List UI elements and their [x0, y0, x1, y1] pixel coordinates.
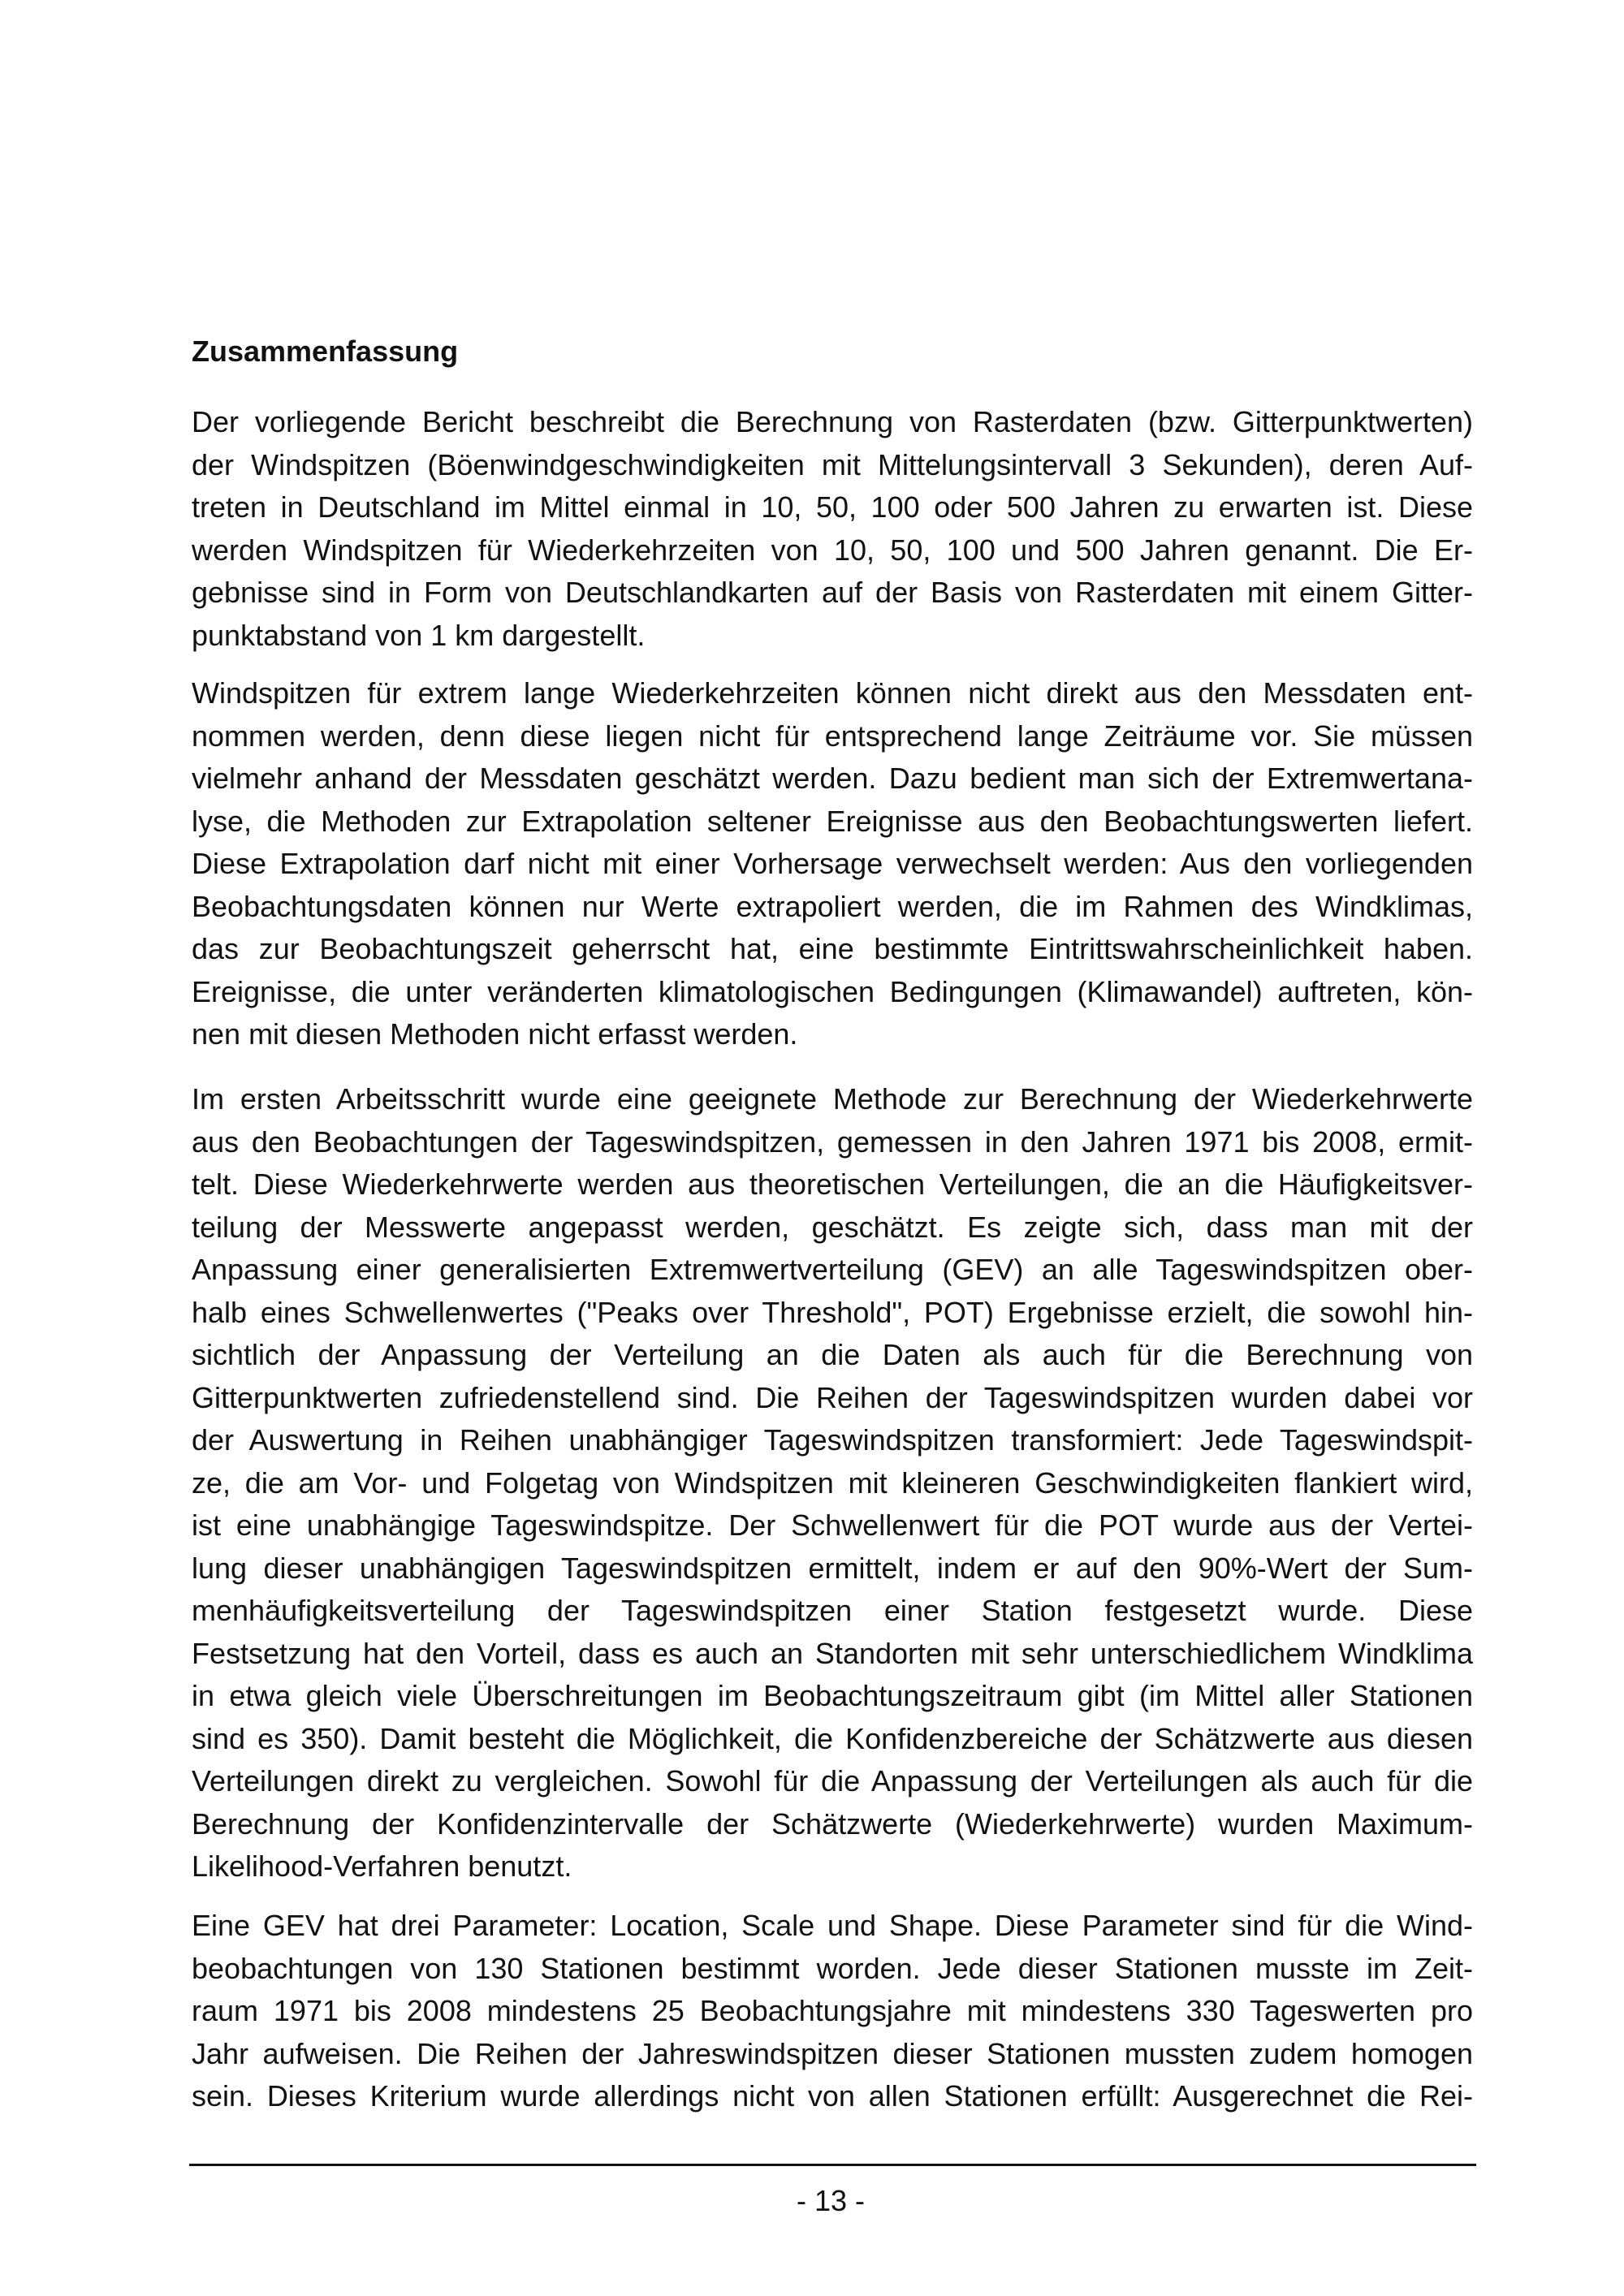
text-line: sind es 350). Damit besteht die Möglichkeit, die Konfidenzbereiche der Schätzwerte aus diesen	[192, 1721, 1473, 1755]
text-line: Diese Extrapolation darf nicht mit einer Vorhersage verwechselt werden: Aus den vorliegenden	[192, 847, 1473, 880]
text-line: Gitterpunktwerten zufriedenstellend sind. Die Reihen der Tageswindspitzen wurden dabei vor	[192, 1380, 1473, 1414]
text-line: menhäufigkeitsverteilung der Tageswindspitzen einer Station festgesetzt wurde. Diese	[192, 1594, 1473, 1627]
text-line: Festsetzung hat den Vorteil, dass es auch an Standorten mit sehr unterschiedlichem Windklima	[192, 1636, 1473, 1670]
section-heading: Zusammenfassung	[192, 334, 459, 368]
text-line: vielmehr anhand der Messdaten geschätzt werden. Dazu bedient man sich der Extremwertana-	[192, 762, 1473, 795]
text-line: Jahr aufweisen. Die Reihen der Jahreswindspitzen dieser Stationen mussten zudem homogen	[192, 2036, 1473, 2070]
text-line: punktabstand von 1 km dargestellt.	[192, 618, 646, 652]
text-line: gebnisse sind in Form von Deutschlandkarten auf der Basis von Rasterdaten mit einem Gitter-	[192, 576, 1473, 609]
text-line: Anpassung einer generalisierten Extremwertverteilung (GEV) an alle Tageswindspitzen ober-	[192, 1253, 1473, 1286]
text-line: werden Windspitzen für Wiederkehrzeiten von 10, 50, 100 und 500 Jahren genannt. Die Er-	[192, 533, 1473, 567]
paragraph-3	[192, 1078, 1473, 1888]
text-line: Likelihood-Verfahren benutzt.	[192, 1849, 572, 1883]
paragraph-4	[192, 1905, 1473, 2118]
text-line: nommen werden, denn diese liegen nicht für entsprechend lange Zeiträume vor. Sie müssen	[192, 719, 1473, 753]
text-line: sein. Dieses Kriterium wurde allerdings nicht von allen Stationen erfüllt: Ausgerechnet die Rei-	[192, 2079, 1473, 2113]
paragraph-1	[192, 401, 1473, 657]
text-line: Der vorliegende Bericht beschreibt die Berechnung von Rasterdaten (bzw. Gitterpunktwerten)	[192, 405, 1473, 438]
text-line: Im ersten Arbeitsschritt wurde eine geeignete Methode zur Berechnung der Wiederkehrwerte	[192, 1082, 1473, 1116]
text-line: Berechnung der Konfidenzintervalle der Schätzwerte (Wiederkehrwerte) wurden Maximum-	[192, 1806, 1473, 1841]
text-line: aus den Beobachtungen der Tageswindspitzen, gemessen in den Jahren 1971 bis 2008, ermit-	[192, 1124, 1473, 1159]
text-line: in etwa gleich viele Überschreitungen im Beobachtungszeitraum gibt (im Mittel aller Stationen	[192, 1679, 1473, 1712]
text-line: Eine GEV hat drei Parameter: Location, Scale und Shape. Diese Parameter sind für die Wind-	[192, 1909, 1473, 1942]
text-line: nen mit diesen Methoden nicht erfasst werden.	[192, 1017, 798, 1051]
text-line: Ereignisse, die unter veränderten klimatologischen Bedingungen (Klimawandel) auftreten, kön-	[192, 974, 1473, 1008]
text-line: raum 1971 bis 2008 mindestens 25 Beobachtungsjahre mit mindestens 330 Tageswerten pro	[192, 1994, 1473, 2027]
text-line: Verteilungen direkt zu vergleichen. Sowohl für die Anpassung der Verteilungen als auch für die	[192, 1764, 1473, 1798]
text-line: halb eines Schwellenwertes ("Peaks over Threshold", POT) Ergebnisse erzielt, die sowohl hin-	[192, 1295, 1473, 1329]
footer-divider	[189, 2164, 1476, 2166]
text-line: beobachtungen von 130 Stationen bestimmt worden. Jede dieser Stationen musste im Zeit-	[192, 1951, 1473, 1985]
text-line: Windspitzen für extrem lange Wiederkehrzeiten können nicht direkt aus den Messdaten ent-	[192, 676, 1473, 710]
text-line: sichtlich der Anpassung der Verteilung an die Daten als auch für die Berechnung von	[192, 1338, 1473, 1371]
text-line: das zur Beobachtungszeit geherrscht hat, eine bestimmte Eintrittswahrscheinlichkeit haben.	[192, 932, 1473, 965]
text-line: der Auswertung in Reihen unabhängiger Tageswindspitzen transformiert: Jede Tageswindspit-	[192, 1423, 1473, 1457]
page-number: - 13 -	[796, 2184, 866, 2217]
text-line: lung dieser unabhängigen Tageswindspitzen ermittelt, indem er auf den 90%-Wert der Sum-	[192, 1551, 1473, 1585]
text-line: teilung der Messwerte angepasst werden, geschätzt. Es zeigte sich, dass man mit der	[192, 1210, 1473, 1244]
text-line: Beobachtungsdaten können nur Werte extrapoliert werden, die im Rahmen des Windklimas,	[192, 889, 1473, 923]
text-line: telt. Diese Wiederkehrwerte werden aus theoretischen Verteilungen, die an die Häufigkeitsver-	[192, 1167, 1473, 1201]
text-line: lyse, die Methoden zur Extrapolation seltener Ereignisse aus den Beobachtungswerten liefert.	[192, 804, 1473, 838]
text-line: der Windspitzen (Böenwindgeschwindigkeiten mit Mittelungsintervall 3 Sekunden), deren Auf-	[192, 447, 1473, 481]
paragraph-2	[192, 672, 1473, 1056]
text-line: treten in Deutschland im Mittel einmal in 10, 50, 100 oder 500 Jahren zu erwarten ist. Diese	[192, 490, 1473, 524]
text-line: ist eine unabhängige Tageswindspitze. Der Schwellenwert für die POT wurde aus der Vertei-	[192, 1508, 1473, 1542]
text-line: ze, die am Vor- und Folgetag von Windspitzen mit kleineren Geschwindigkeiten flankiert wird,	[192, 1465, 1473, 1500]
